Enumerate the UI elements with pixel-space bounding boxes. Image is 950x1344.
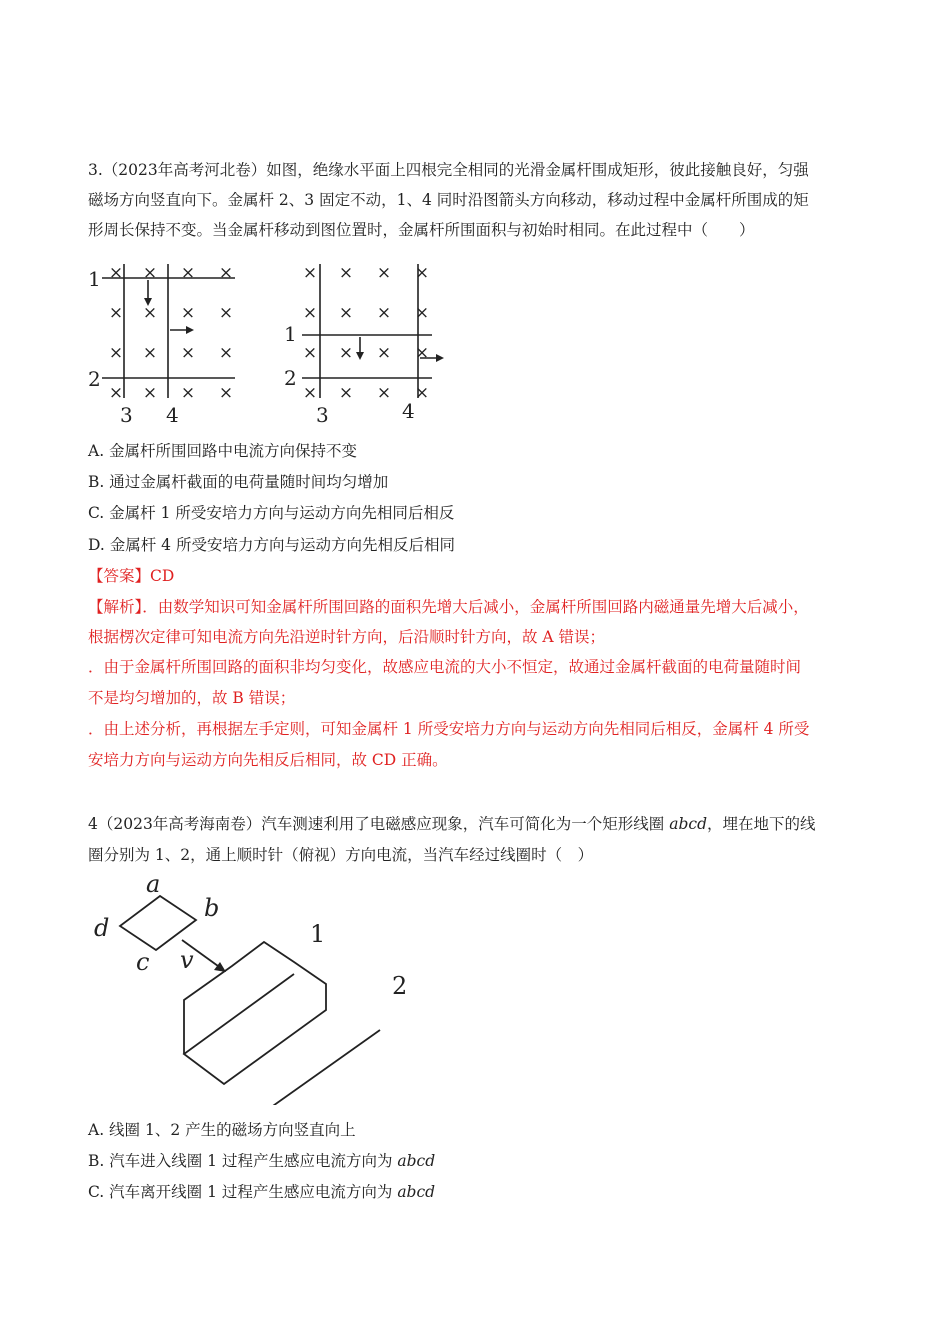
svg-text:×: × (142, 343, 158, 363)
q4-option-a: A. 线圈 1、2 产生的磁场方向竖直向上 (88, 1121, 356, 1139)
q3-analysis-line-4: 不是均匀增加的，故 B 错误； (88, 689, 296, 707)
label-coil-1: 1 (310, 920, 326, 948)
q4-stem-prefix: 4（2023年高考海南卷）汽车测速利用了电磁感应现象，汽车可简化为一个矩形线圈 (88, 815, 670, 833)
q3-option-c: C. 金属杆 1 所受安培力方向与运动方向先相同后相反 (88, 504, 455, 522)
left-label-4: 4 (166, 403, 179, 427)
q3-figure (80, 258, 460, 430)
svg-text:×: × (338, 303, 354, 323)
label-d: d (94, 914, 110, 942)
svg-text:×: × (302, 263, 318, 283)
svg-text:×: × (108, 303, 124, 323)
svg-text:×: × (218, 343, 234, 363)
svg-text:×: × (142, 383, 158, 403)
q4-option-c-italic: abcd (397, 1183, 436, 1201)
q3-option-b: B. 通过金属杆截面的电荷量随时间均匀增加 (88, 473, 389, 491)
q4-option-c (88, 1182, 435, 1202)
label-a: a (146, 870, 161, 898)
q3-stem-line-3: 形周长保持不变。当金属杆移动到图位置时，金属杆所围面积与初始时相同。在此过程中（ ） (88, 221, 755, 239)
svg-text:×: × (108, 383, 124, 403)
right-label-4: 4 (402, 399, 415, 423)
q3-analysis-line-3: ．由于金属杆所围回路的面积非均匀变化，故感应电流的大小不恒定，故通过金属杆截面的电荷量随时间 (88, 658, 802, 676)
left-label-3: 3 (120, 403, 133, 427)
svg-text:×: × (180, 343, 196, 363)
q3-stem-line-1: 3.（2023年高考河北卷）如图，绝缘水平面上四根完全相同的光滑金属杆围成矩形，彼此接触良好，匀强 (88, 161, 809, 179)
svg-text:×: × (414, 343, 430, 363)
right-label-2: 2 (284, 366, 297, 390)
svg-text:×: × (142, 303, 158, 323)
svg-text:×: × (218, 383, 234, 403)
q4-stem-line-1 (88, 814, 816, 834)
svg-text:×: × (218, 303, 234, 323)
left-label-1: 1 (88, 267, 101, 291)
q4-stem-line-2: 圈分别为 1、2，通上顺时针（俯视）方向电流，当汽车经过线圈时（ ） (88, 846, 594, 864)
svg-text:×: × (376, 383, 392, 403)
svg-text:×: × (338, 383, 354, 403)
q4-option-b-italic: abcd (397, 1152, 436, 1170)
svg-text:×: × (142, 263, 158, 283)
q3-answer: 【答案】CD (88, 567, 175, 585)
coil-1-outline (184, 942, 326, 1084)
svg-text:×: × (338, 263, 354, 283)
right-label-3: 3 (316, 403, 329, 427)
svg-text:×: × (338, 343, 354, 363)
svg-text:×: × (302, 343, 318, 363)
svg-text:×: × (180, 303, 196, 323)
q3-stem-line-2: 磁场方向竖直向下。金属杆 2、3 固定不动，1、4 同时沿图箭头方向移动，移动过程中金属杆所围成的矩 (88, 191, 809, 209)
svg-text:×: × (376, 263, 392, 283)
q3-analysis-line-2: 根据楞次定律可知电流方向先沿逆时针方向，后沿顺时针方向，故 A 错误； (88, 628, 606, 646)
q3-analysis-line-6: 安培力方向与运动方向先相反后相同，故 CD 正确。 (88, 751, 448, 769)
q4-option-b-text: B. 汽车进入线圈 1 过程产生感应电流方向为 (88, 1152, 398, 1170)
svg-text:×: × (414, 303, 430, 323)
right-label-1: 1 (284, 322, 297, 346)
q4-stem-suffix: ，埋在地下的线 (707, 815, 816, 833)
svg-text:×: × (414, 263, 430, 283)
svg-text:×: × (180, 263, 196, 283)
label-v: v (180, 946, 194, 974)
q4-figure (86, 870, 426, 1105)
label-c: c (136, 948, 150, 976)
svg-text:×: × (180, 383, 196, 403)
label-coil-2: 2 (392, 972, 408, 1000)
svg-text:×: × (414, 383, 430, 403)
q4-stem-italic: abcd (669, 815, 708, 833)
label-b: b (204, 894, 220, 922)
svg-text:×: × (218, 263, 234, 283)
left-label-2: 2 (88, 367, 101, 391)
svg-text:×: × (376, 303, 392, 323)
q3-analysis-line-5: ．由上述分析，再根据左手定则，可知金属杆 1 所受安培力方向与运动方向先相同后相反，金属杆 4 所受 (88, 720, 810, 738)
coil-2-edge (270, 1030, 380, 1105)
svg-text:×: × (108, 263, 124, 283)
q4-option-b (88, 1151, 435, 1171)
q4-option-c-text: C. 汽车离开线圈 1 过程产生感应电流方向为 (88, 1183, 398, 1201)
svg-text:×: × (108, 343, 124, 363)
q3-option-a: A. 金属杆所围回路中电流方向保持不变 (88, 442, 358, 460)
svg-text:×: × (302, 383, 318, 403)
q3-analysis-line-1: 【解析】．由数学知识可知金属杆所围回路的面积先增大后减小，金属杆所围回路内磁通量先增大后减小， (88, 598, 809, 616)
q3-option-d: D. 金属杆 4 所受安培力方向与运动方向先相反后相同 (88, 536, 455, 554)
svg-text:×: × (302, 303, 318, 323)
svg-text:×: × (376, 343, 392, 363)
